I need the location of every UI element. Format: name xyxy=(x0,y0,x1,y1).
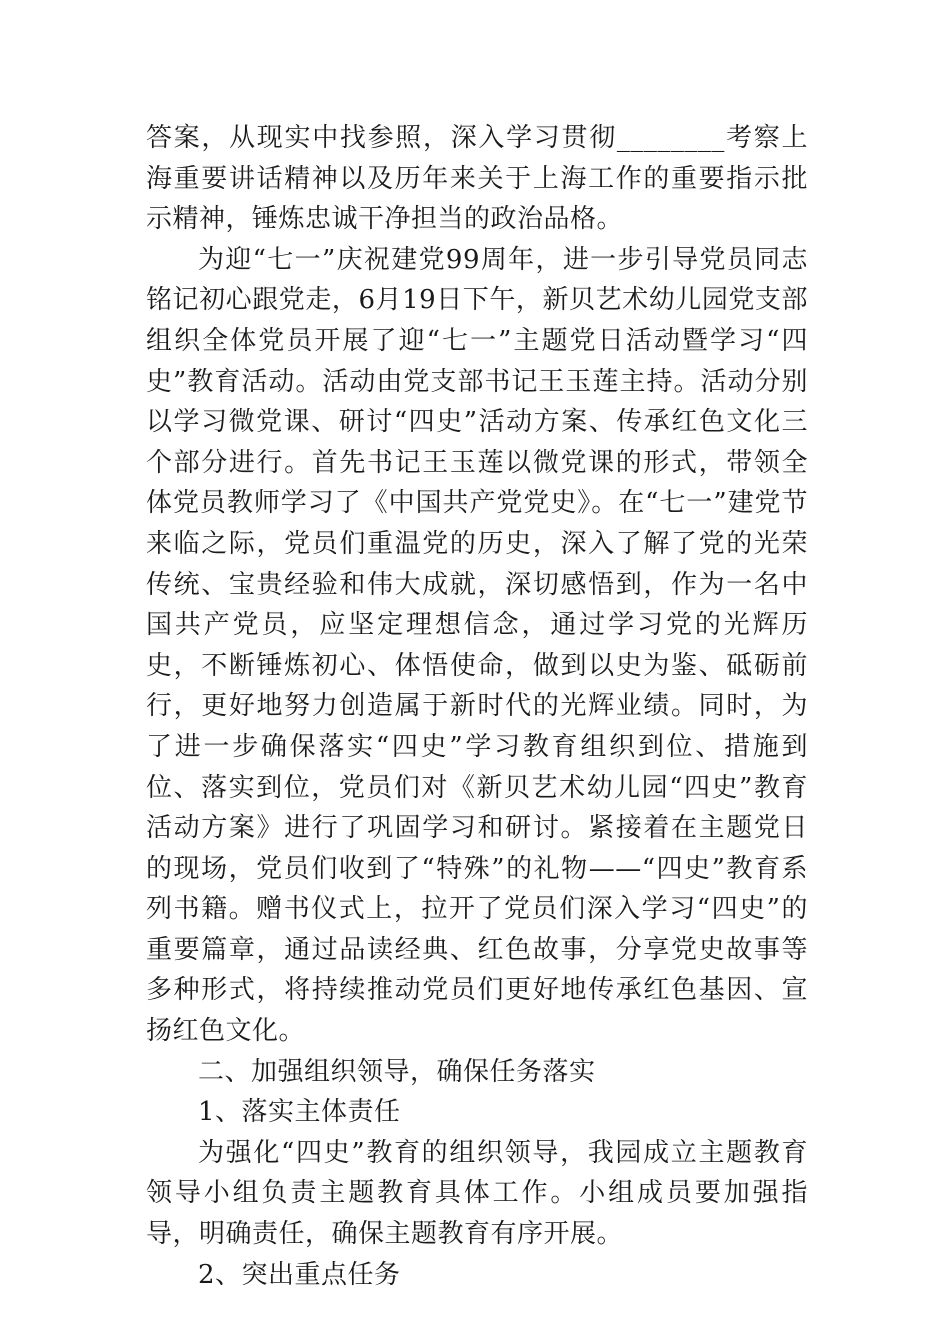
paragraph-activity-report: 为迎“七一”庆祝建党99周年，进一步引导党员同志铭记初心跟党走，6月19日下午，新贝艺术幼儿园党支部组织全体党员开展了迎“七一”主题党日活动暨学习“四史”教育活动。活动由党支部书记王玉莲主持。活动分别以学习微党课、研讨“四史”活动方案、传承红色文化三个部分进行。首先书记王玉莲以微党课的形式，带领全体党员教师学习了《中国共产党党史》。在“七一”建党节来临之际，党员们重温党的历史，深入了解了党的光荣传统、宝贵经验和伟大成就，深切感悟到，作为一名中国共产党员，应坚定理想信念，通过学习党的光辉历史，不断锤炼初心、体悟使命，做到以史为鉴、砥砺前行，更好地努力创造属于新时代的光辉业绩。同时，为了进一步确保落实“四史”学习教育组织到位、措施到位、落实到位，党员们对《新贝艺术幼儿园“四史”教育活动方案》进行了巩固学习和研讨。紧接着在主题党日的现场，党员们收到了“特殊”的礼物——“四史”教育系列书籍。赠书仪式上，拉开了党员们深入学习“四史”的重要篇章，通过品读经典、红色故事，分享党史故事等多种形式，将持续推动党员们更好地传承红色基因、宣扬红色文化。 xyxy=(146,244,808,1047)
subsection-heading-1: 1、落实主体责任 xyxy=(198,1097,401,1128)
subsection-heading-2: 2、突出重点任务 xyxy=(198,1259,401,1290)
paragraph-leadership: 为强化“四史”教育的组织领导，我园成立主题教育领导小组负责主题教育具体工作。小组成员要加强指导，明确责任，确保主题教育有序开展。 xyxy=(146,1137,808,1250)
section-heading: 二、加强组织领导，确保任务落实 xyxy=(198,1056,596,1087)
paragraph-continuation: 答案，从现实中找参照，深入学习贯彻________考察上海重要讲话精神以及历年来关于上海工作的重要指示批示精神，锤炼忠诚干净担当的政治品格。 xyxy=(146,123,808,235)
document-page xyxy=(146,118,808,1295)
